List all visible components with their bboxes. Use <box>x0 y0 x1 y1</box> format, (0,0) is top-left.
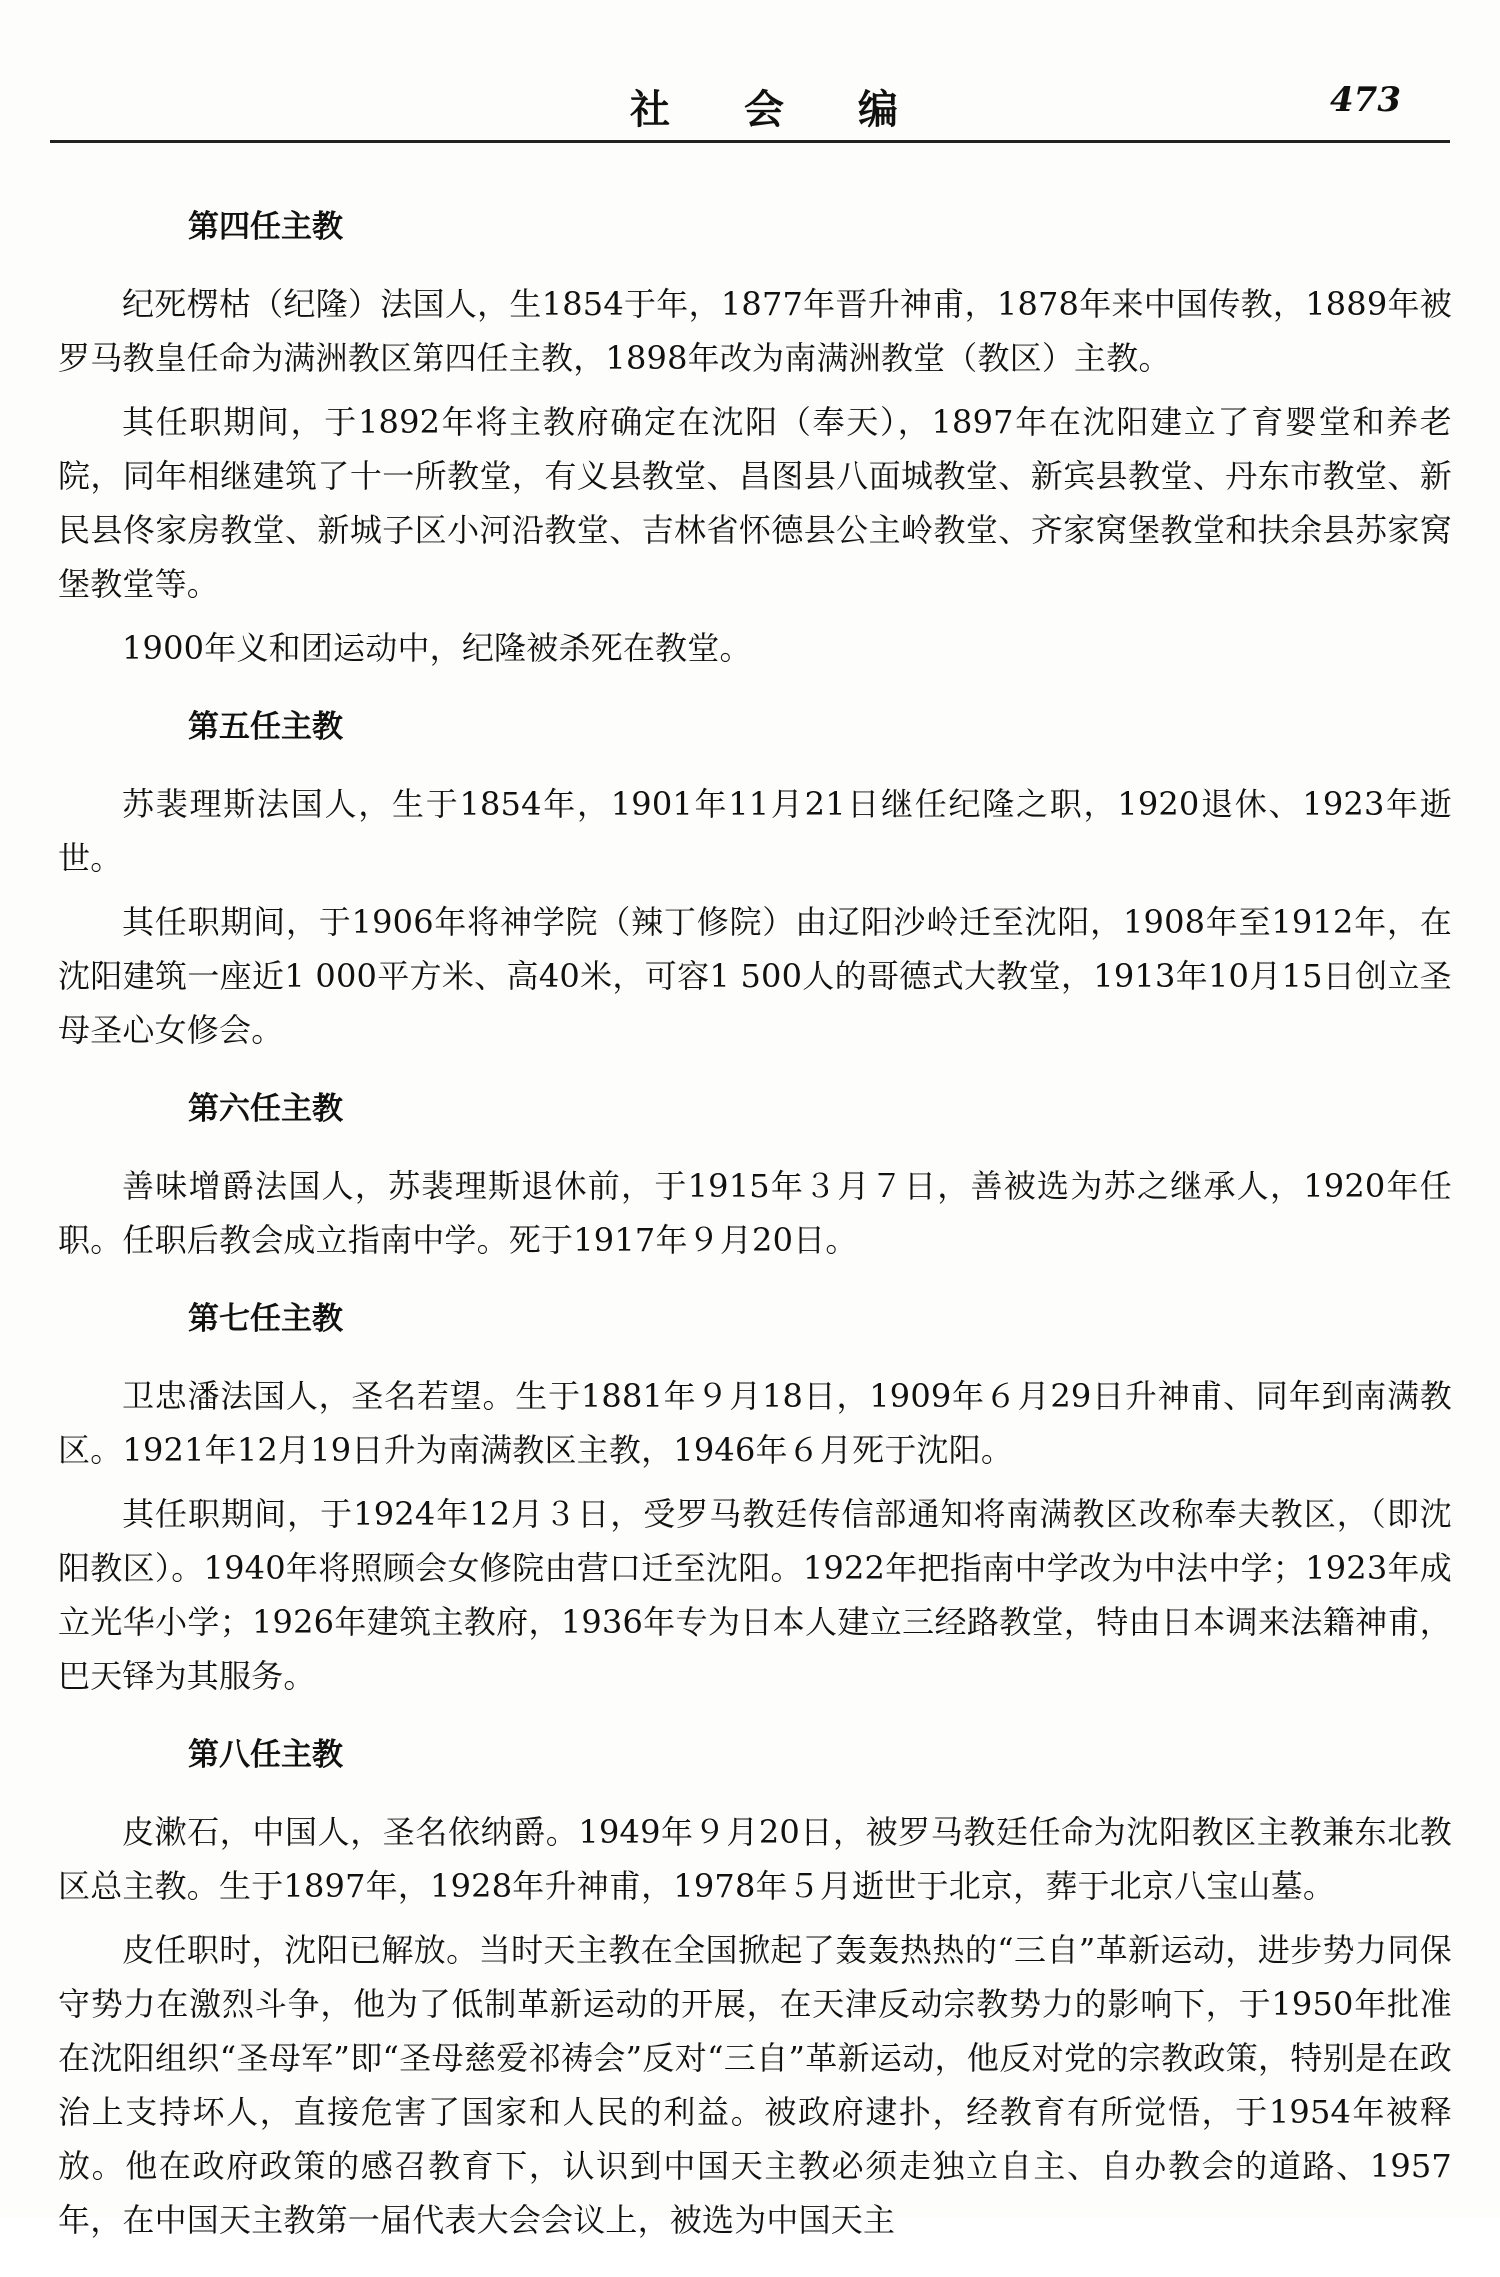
page-header <box>50 78 1450 148</box>
paragraph: 1900年义和团运动中，纪隆被杀死在教堂。 <box>122 629 752 667</box>
paragraph: 苏裴理斯法国人，生于1854年，1901年11月21日继任纪隆之职，1920退休、1923年逝世。 <box>58 785 1452 877</box>
section-heading: 第四任主教 <box>188 209 343 245</box>
paragraph: 卫忠潘法国人，圣名若望。生于1881年９月18日，1909年６月29日升神甫、同年到南满教区。1921年12月19日升为南满教区主教，1946年６月死于沈阳。 <box>58 1377 1452 1469</box>
header-rule <box>50 140 1450 143</box>
paragraph: 其任职期间，于1892年将主教府确定在沈阳（奉天），1897年在沈阳建立了育婴堂和养老院，同年相继建筑了十一所教堂，有义县教堂、昌图县八面城教堂、新宾县教堂、丹东市教堂、新民县佟家房教堂、新城子区小河沿教堂、吉林省怀德县公主岭教堂、齐家窝堡教堂和扶余县苏家窝堡教堂等。 <box>58 403 1452 603</box>
paragraph: 皮任职时，沈阳已解放。当时天主教在全国掀起了轰轰热热的“三自”革新运动，进步势力同保守势力在激烈斗争，他为了低制革新运动的开展，在天津反动宗教势力的影响下，于1950年批准在沈阳组织“圣母军”即“圣母慈爱祁祷会”反对“三自”革新运动，他反对党的宗教政策，特别是在政治上支持坏人，直接危害了国家和人民的利益。被政府逮扑，经教育有所觉悟，于1954年被释放。他在政府政策的感召教育下，认识到中国天主教必须走独立自主、自办教会的道路、1957年，在中国天主教第一届代表大会会议上，被选为中国天主 <box>58 1931 1452 2239</box>
page-number: 473 <box>1330 80 1401 120</box>
paragraph: 纪死楞枯（纪隆）法国人，生1854于年，1877年晋升神甫，1878年来中国传教，1889年被罗马教皇任命为满洲教区第四任主教，1898年改为南满洲教堂（教区）主教。 <box>58 285 1452 377</box>
running-header-title: 社会编 <box>630 87 972 133</box>
document-body <box>58 205 1452 2277</box>
paragraph: 其任职期间，于1906年将神学院（辣丁修院）由辽阳沙岭迁至沈阳，1908年至1912年，在沈阳建筑一座近1 000平方米、高40米，可容1 500人的哥德式大教堂，1913年10月15日创立圣母圣心女修会。 <box>58 903 1452 1049</box>
section-seventh-bishop <box>58 1297 1452 1703</box>
section-eighth-bishop <box>58 1733 1452 2247</box>
section-heading: 第五任主教 <box>188 709 343 745</box>
paragraph: 其任职期间，于1924年12月３日，受罗马教廷传信部通知将南满教区改称奉夫教区，（即沈阳教区）。1940年将照顾会女修院由营口迁至沈阳。1922年把指南中学改为中法中学；1923年成立光华小学；1926年建筑主教府，1936年专为日本人建立三经路教堂，特由日本调来法籍神甫，巴天铎为其服务。 <box>58 1495 1452 1695</box>
paragraph: 皮漱石，中国人，圣名依纳爵。1949年９月20日，被罗马教廷任命为沈阳教区主教兼东北教区总主教。生于1897年，1928年升神甫，1978年５月逝世于北京，葬于北京八宝山墓。 <box>58 1813 1452 1905</box>
section-fourth-bishop <box>58 205 1452 675</box>
section-heading: 第六任主教 <box>188 1091 343 1127</box>
section-fifth-bishop <box>58 705 1452 1057</box>
paragraph: 善味增爵法国人，苏裴理斯退休前，于1915年３月７日，善被选为苏之继承人，1920年任职。任职后教会成立指南中学。死于1917年９月20日。 <box>58 1167 1452 1259</box>
section-heading: 第七任主教 <box>188 1301 343 1337</box>
section-sixth-bishop <box>58 1087 1452 1267</box>
section-heading: 第八任主教 <box>188 1737 343 1773</box>
